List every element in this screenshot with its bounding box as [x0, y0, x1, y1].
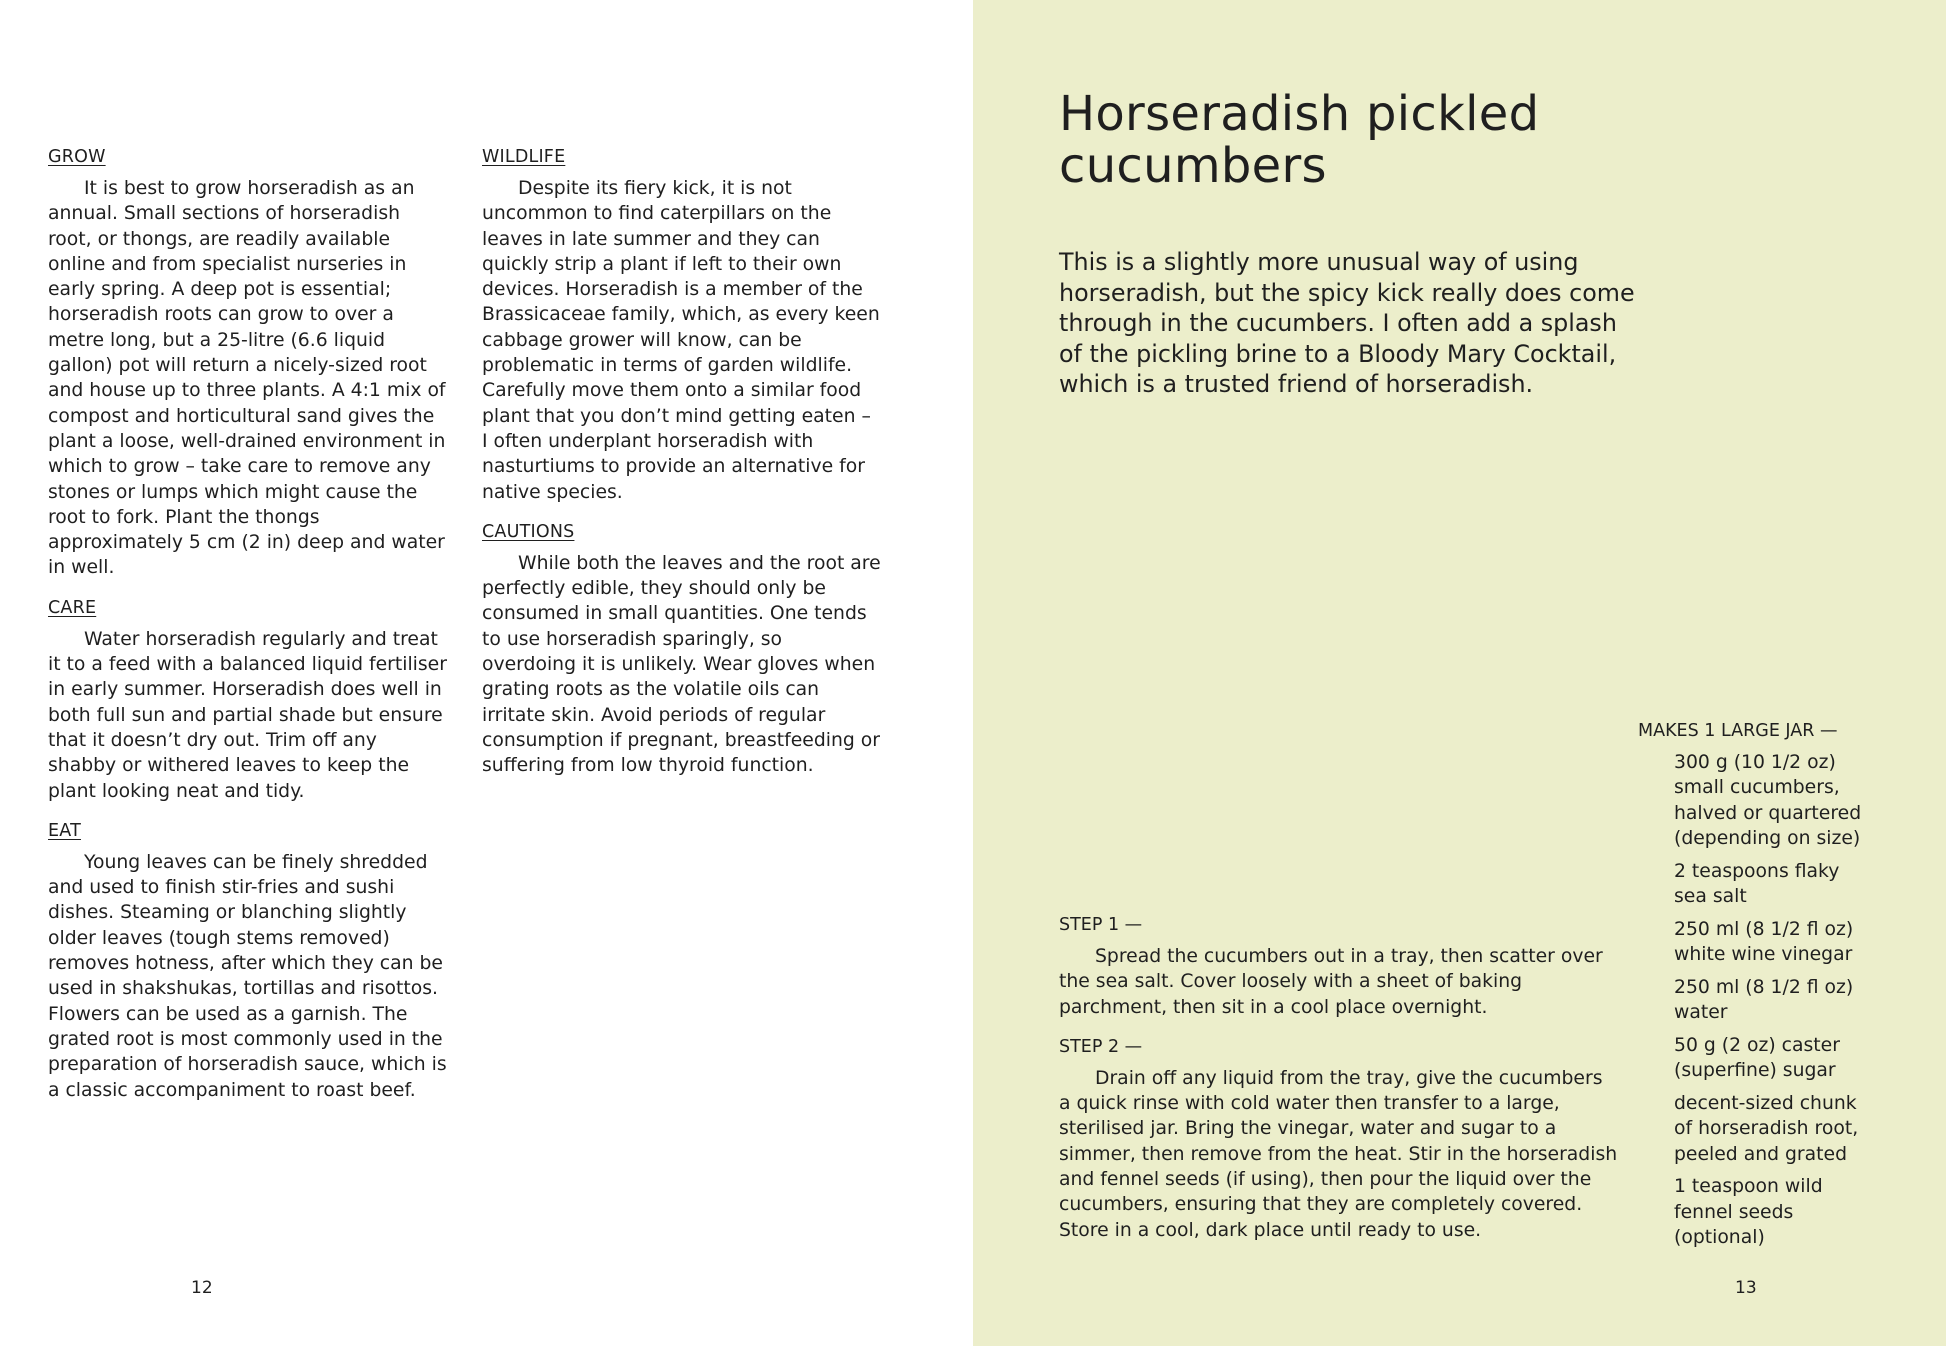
- section-text: Water horseradish regularly and treat it to a feed with a balanced liquid fertiliser in early summer. Horseradish does well in both full sun and partial shade but ensure that it doesn’t dry out. Trim off any shabby or withered leaves to keep the plant looking neat and tidy.: [48, 628, 447, 802]
- method-steps: [1059, 914, 1619, 1259]
- section-text: It is best to grow horseradish as an annual. Small sections of horseradish root, or thongs, are readily available online and from specialist nurseries in early spring. A deep pot is essential; horseradish roots can grow to over a metre long, but a 25-litre (6.6 liquid gallon) pot will return a nicely-sized root and house up to three plants. A 4:1 mix of compost and horticultural sand gives the plant a loose, well-drained environment in which to grow – take care to remove any stones or lumps which might cause the root to fork. Plant the thongs approximately 5 cm (2 in) deep and water in well.: [48, 178, 446, 579]
- page-number-left: 12: [191, 1278, 213, 1298]
- section-heading: CAUTIONS: [482, 521, 575, 542]
- section-heading: WILDLIFE: [482, 147, 566, 167]
- step-text: Spread the cucumbers out in a tray, then scatter over the sea salt. Cover loosely with a sheet of baking parchment, then sit in a cool place overnight.: [1059, 946, 1603, 1018]
- section-grow: [48, 146, 448, 581]
- ingredient-item: 50 g (2 oz) caster (superfine) sugar: [1674, 1034, 1840, 1082]
- ingredients-panel: [1638, 720, 1938, 1258]
- ingredient-item: 250 ml (8 1/2 fl oz) white wine vinegar: [1674, 918, 1854, 966]
- left-column-1: [48, 146, 448, 1119]
- section-care: [48, 597, 448, 804]
- ingredient-item: 2 teaspoons flaky sea salt: [1674, 860, 1840, 907]
- yield-label: MAKES 1 LARGE JAR —: [1638, 721, 1838, 741]
- section-wildlife: [482, 146, 882, 505]
- step-text: Drain off any liquid from the tray, give the cucumbers a quick rinse with cold water then transfer to a large, sterilised jar. Bring the vinegar, water and sugar to a simmer, then remove from the heat. Stir in the horseradish and fennel seeds (if using), then pour the liquid over the cucumbers, ensuring that they are completely covered. Store in a cool, dark place until ready to use.: [1059, 1067, 1618, 1241]
- left-column-2: [482, 146, 882, 795]
- section-heading: EAT: [48, 820, 81, 841]
- page-number-right: 13: [1735, 1278, 1757, 1298]
- section-cautions: [482, 521, 882, 779]
- ingredient-item: decent-sized chunk of horseradish root, peeled and grated: [1674, 1093, 1859, 1165]
- recipe-intro: This is a slightly more unusual way of using horseradish, but the spicy kick really does come through in the cucumbers. I often add a splash of the pickling brine to a Bloody Mary Cocktail, which is a trusted friend of horseradish.: [1059, 248, 1635, 398]
- section-text: While both the leaves and the root are perfectly edible, they should only be consumed in small quantities. One tends to use horseradish sparingly, so overdoing it is unlikely. Wear gloves when grating roots as the volatile oils can irritate skin. Avoid periods of regular consumption if pregnant, breastfeeding or suffering from low thyroid function.: [482, 552, 881, 777]
- step-2: [1059, 1036, 1619, 1243]
- step-label: STEP 2 —: [1059, 1036, 1143, 1057]
- section-heading: CARE: [48, 597, 97, 618]
- ingredient-item: 1 teaspoon wild fennel seeds (optional): [1674, 1176, 1823, 1249]
- recipe-title: Horseradish pickled cucumbers: [1059, 86, 1540, 194]
- section-eat: [48, 820, 448, 1103]
- ingredient-item: 250 ml (8 1/2 fl oz) water: [1674, 976, 1854, 1024]
- section-heading: GROW: [48, 147, 106, 167]
- step-label: STEP 1 —: [1059, 915, 1143, 935]
- ingredient-list: [1638, 750, 1938, 1250]
- section-text: Young leaves can be finely shredded and used to finish stir-fries and sushi dishes. Steaming or blanching slightly older leaves (tough stems removed) removes hotness, after which they can be used in shakshukas, tortillas and risottos. Flowers can be used as a garnish. The grated root is most commonly used in the preparation of horseradish sauce, which is a classic accompaniment to roast beef.: [48, 851, 447, 1101]
- step-1: [1059, 914, 1619, 1020]
- section-text: Despite its fiery kick, it is not uncommon to find caterpillars on the leaves in late summer and they can quickly strip a plant if left to their own devices. Horseradish is a member of the Brassicaceae family, which, as every keen cabbage grower will know, can be problematic in terms of garden wildlife. Carefully move them onto a similar food plant that you don’t mind getting eaten – I often underplant horseradish with nasturtiums to provide an alternative for native species.: [482, 178, 880, 503]
- ingredient-item: 300 g (10 1/2 oz) small cucumbers, halved or quartered (depending on size): [1674, 752, 1862, 849]
